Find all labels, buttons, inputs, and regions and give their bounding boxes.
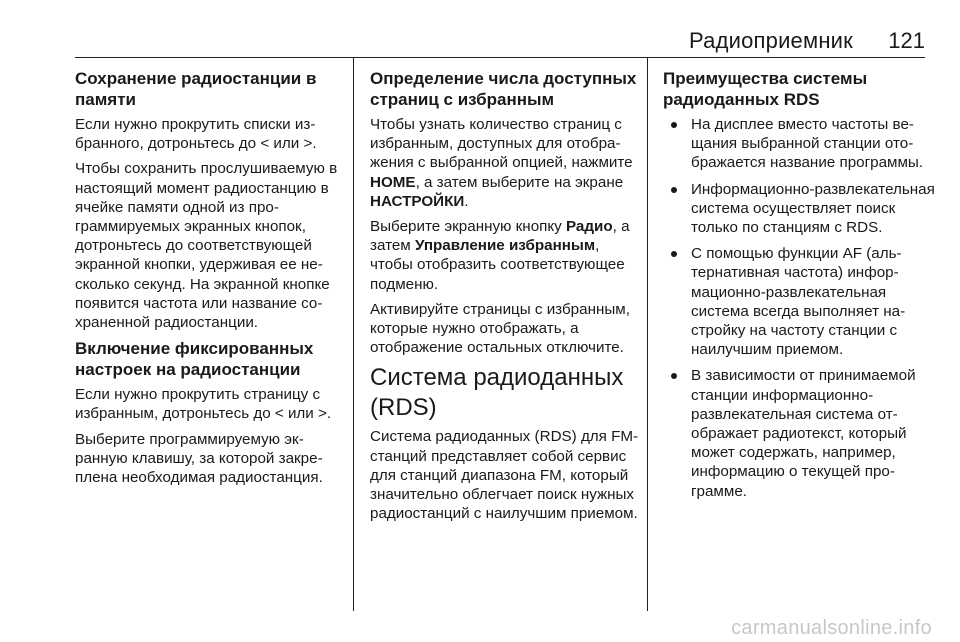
- list-item-text: С помощью функции AF (альтернативная частота) информационно-развлекательная система всегда выполняет настройку на частоту станции с наилучшим приемом.: [691, 245, 906, 359]
- label-radio: Радио: [566, 218, 613, 236]
- bullet-icon: [671, 251, 677, 257]
- heading-recall-presets: Включение фиксированных настроек на радиостанции: [75, 339, 314, 380]
- text-segment: , а затем: [370, 218, 630, 255]
- column-middle: [370, 68, 646, 529]
- column-divider-1: [353, 58, 354, 611]
- text-segment: .: [464, 192, 469, 210]
- text-segment: , а затем выберите на экране: [415, 173, 624, 191]
- list-item-text: Информационно-развлекательная система осуществляет поиск только по станциям с RDS.: [691, 180, 935, 237]
- heading-favourite-pages: Определение числа доступных страниц с избранным: [370, 69, 637, 109]
- bullet-icon: [671, 187, 677, 193]
- paragraph-pages-radio: [370, 217, 646, 294]
- bullet-icon: [671, 373, 677, 379]
- label-manage-favourites: Управление избранным: [414, 237, 596, 255]
- list-item-text: На дисплее вместо частоты вещания выбранной станции отображается название программы.: [691, 116, 924, 172]
- text-segment: Чтобы узнать количество страниц с избранным, доступных для отображения с выбранной опцией, нажмите: [370, 116, 633, 172]
- column-left: [75, 68, 351, 493]
- paragraph-pages-activate: Активируйте страницы с избранным, которые нужно отображать, а отображение остальных отключите.: [370, 300, 630, 357]
- text-segment: , чтобы отобразить соответствующее подменю.: [370, 237, 625, 293]
- heading-save-station: Сохранение радиостанции в памяти: [75, 69, 317, 109]
- heading-rds: Система радиоданных (RDS): [370, 364, 624, 422]
- rds-advantages-list: [663, 115, 939, 501]
- paragraph-rds: Система радиоданных (RDS) для FM-станций представляет собой сервис для станций диапазона FM, который значительно облегчает поиск нужных радиостанций с наилучшим приемом.: [370, 428, 639, 523]
- paragraph-pages-home: [370, 115, 646, 211]
- paragraph-recall-select: Выберите программируемую экранную клавишу, за которой закреплена необходимая радиостанция.: [75, 430, 323, 487]
- text-segment: Выберите экранную кнопку: [370, 218, 566, 236]
- paragraph-recall-scroll: Если нужно прокрутить страницу с избранным, дотроньтесь до < или >.: [75, 386, 332, 423]
- paragraph-save-instructions: Чтобы сохранить прослушиваемую в настоящий момент радиостанцию в ячейке памяти одной из программируемых экранных кнопок, дотроньтесь до соответствующей экранной кнопки, удерживая ее несколько секунд. На экранной кнопке появится частота или название сохраненной радиостанции.: [75, 160, 338, 332]
- list-item: [663, 244, 939, 359]
- label-home: HOME: [370, 173, 416, 191]
- bullet-icon: [671, 122, 677, 128]
- heading-rds-advantages: Преимущества системы радиоданных RDS: [663, 69, 868, 109]
- page-header: [75, 28, 925, 54]
- column-divider-2: [647, 58, 648, 611]
- list-item: [663, 366, 939, 500]
- page-title: Радиоприемник: [688, 28, 853, 53]
- label-settings: НАСТРОЙКИ: [370, 192, 465, 210]
- watermark: carmanualsonline.info: [731, 617, 932, 639]
- list-item: [663, 115, 939, 173]
- paragraph-save-scroll: Если нужно прокрутить списки избранного, дотроньтесь до < или >.: [75, 116, 317, 153]
- list-item-text: В зависимости от принимаемой станции информационно-развлекательная система отображает радиотекст, который может содержать, например, информацию о текущей программе.: [691, 367, 916, 500]
- column-right: [663, 68, 939, 508]
- page-number: 121: [888, 28, 925, 53]
- header-divider: [75, 57, 925, 58]
- list-item: [663, 180, 939, 238]
